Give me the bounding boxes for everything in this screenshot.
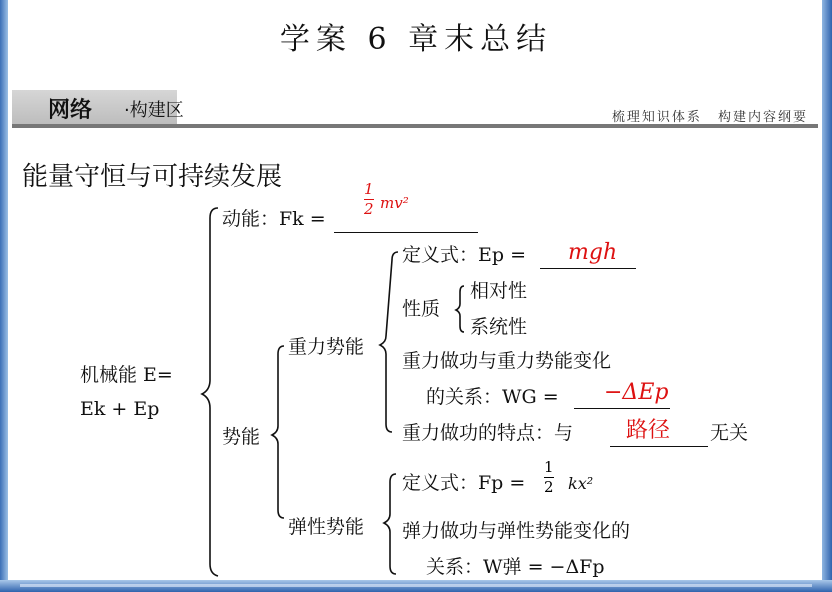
elastic-label: 弹性势能 <box>288 516 365 538</box>
gravity-definition-answer: mgh <box>568 240 618 265</box>
frame-bottom-border <box>0 580 832 592</box>
knowledge-diagram <box>80 180 760 580</box>
elastic-relation-line-1: 弹力做功与弹性势能变化的 <box>402 520 631 542</box>
gravity-feature-answer: 路径 <box>626 418 671 443</box>
kinetic-answer-denominator: 2 <box>364 200 374 218</box>
elastic-definition-numerator: 1 <box>544 458 554 476</box>
elastic-definition-denominator: 2 <box>544 478 554 496</box>
header-bar <box>12 84 818 128</box>
header-right-text: 梳理知识体系 构建内容纲要 <box>611 110 808 125</box>
gravity-label: 重力势能 <box>288 336 365 358</box>
gravity-relation-blank <box>574 408 670 409</box>
gravity-feature-label: 重力做功的特点：与 <box>402 422 574 444</box>
gravity-definition-blank <box>540 268 636 269</box>
gravity-property-2: 系统性 <box>470 316 528 338</box>
elastic-definition-fraction <box>544 460 554 495</box>
kinetic-blank <box>334 232 478 233</box>
gravity-feature-tail: 无关 <box>710 422 749 444</box>
gravity-relation-line-1: 重力做功与重力势能变化 <box>402 350 612 372</box>
gravity-definition-label: 定义式：Ep = <box>402 244 526 266</box>
root-label-1: 机械能 E= <box>80 364 173 386</box>
kinetic-label: 动能：Fk = <box>222 208 326 230</box>
elastic-definition-label: 定义式：Fp = <box>402 472 526 494</box>
section-title: 能量守恒与可持续发展 <box>22 162 283 192</box>
kinetic-answer-numerator: 1 <box>364 180 374 198</box>
elastic-relation-line-2: 关系：W弹 = −ΔFp <box>426 556 605 578</box>
kinetic-answer-fraction <box>364 182 374 217</box>
header-tab-sub: ·构建区 <box>124 100 184 121</box>
gravity-feature-blank <box>610 446 708 447</box>
root-label-2: Ek + Ep <box>80 398 160 420</box>
page-title: 学案 6 章末总结 <box>279 22 553 57</box>
elastic-definition-rest: kx² <box>568 474 594 493</box>
gravity-relation-line-2: 的关系：WG = <box>426 386 559 408</box>
gravity-property-label: 性质 <box>402 298 441 320</box>
header-tab-main: 网络 <box>48 98 93 123</box>
kinetic-answer-rest: mv² <box>380 194 409 212</box>
frame-right-border <box>822 0 832 592</box>
frame-left-border <box>0 0 8 592</box>
gravity-property-1: 相对性 <box>470 280 528 302</box>
gravity-relation-answer: −ΔEp <box>604 380 669 405</box>
potential-label: 势能 <box>222 426 261 448</box>
